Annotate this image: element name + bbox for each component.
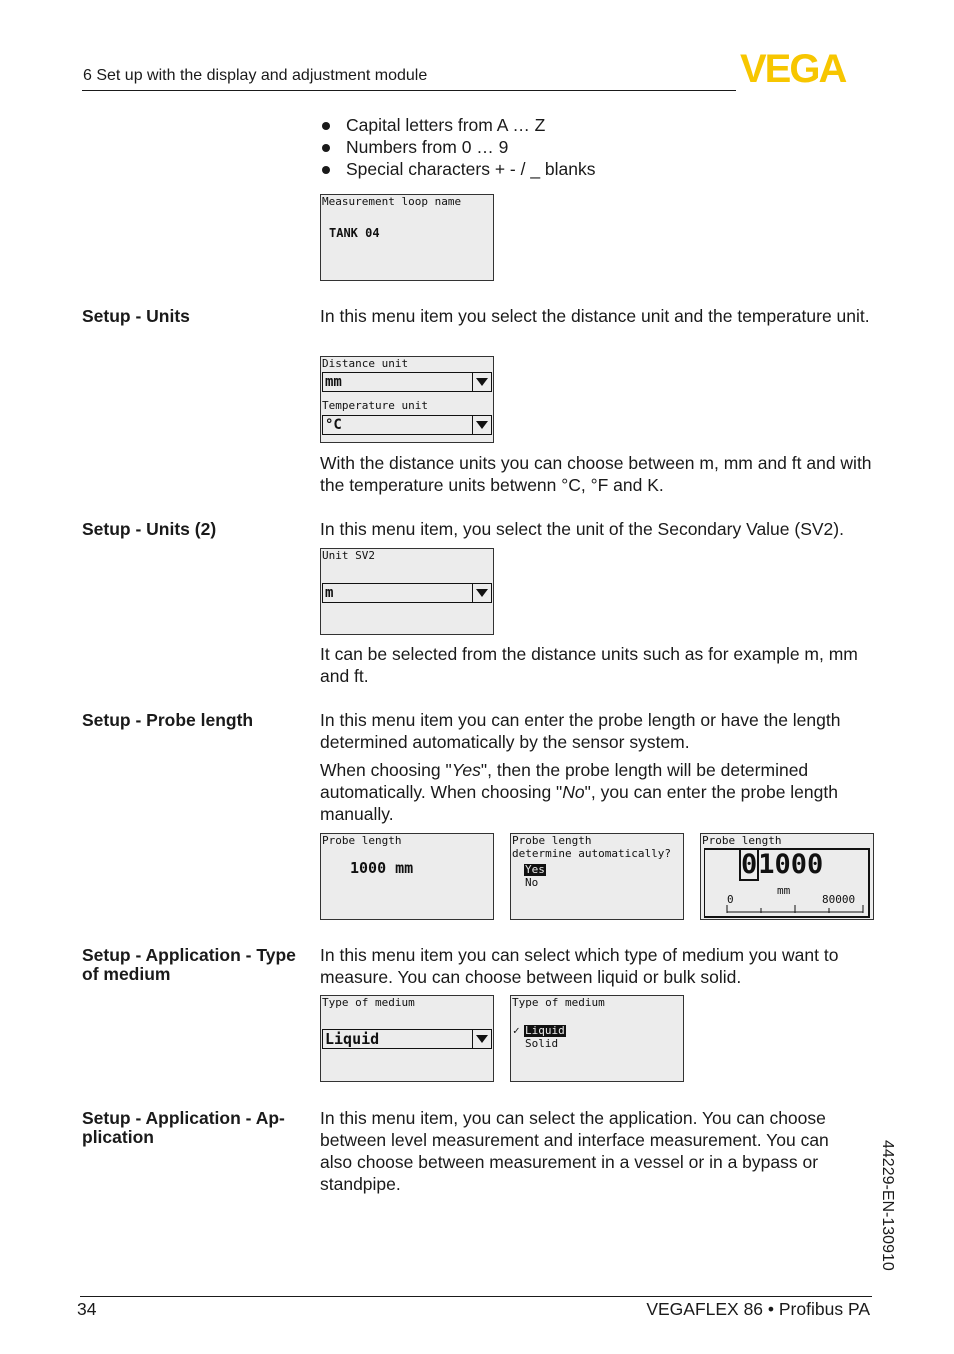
screen-value: 1000 mm: [350, 859, 414, 877]
vega-logo: [740, 50, 874, 86]
product-name: VEGAFLEX 86 • Profibus PA: [646, 1299, 870, 1319]
heading-line: Setup - Application - Ap-: [82, 1108, 285, 1128]
section-heading-application: [82, 1109, 317, 1147]
no-term: No: [562, 782, 585, 802]
dropdown-value: mm: [325, 374, 342, 390]
display-screen-medium-options: [510, 995, 684, 1082]
screen-label: Probe length: [512, 834, 592, 847]
heading-line: of medium: [82, 964, 171, 984]
units-note: With the distance units you can choose between m, mm and ft and with the temperature units betwenn °C, °F and K.: [320, 453, 872, 495]
temperature-unit-dropdown[interactable]: [322, 415, 492, 435]
text-run: ", you can enter the probe length manually.: [320, 782, 838, 824]
probe-paragraph-2: [320, 759, 876, 825]
option-liquid-selected[interactable]: Liquid: [525, 1024, 565, 1037]
number-digits: 1000: [758, 849, 824, 880]
section-heading-type-of-medium: [82, 946, 317, 984]
allowed-characters-list: [320, 114, 876, 180]
distance-unit-dropdown[interactable]: [322, 372, 492, 392]
display-screen-loop-name: [320, 194, 494, 281]
unit-sv2-dropdown[interactable]: [322, 583, 492, 603]
heading-line: plication: [82, 1127, 154, 1147]
screen-label: Unit SV2: [322, 549, 375, 562]
editable-number[interactable]: [740, 850, 823, 880]
type-of-medium-dropdown[interactable]: [322, 1029, 492, 1049]
screen-label: Type of medium: [322, 996, 415, 1009]
document-code: 44229-EN-130910: [879, 1140, 896, 1271]
text-run: ", then the probe length will be determined automatically. When choosing ": [320, 760, 809, 802]
running-header: 6 Set up with the display and adjustment module: [83, 67, 428, 84]
text-run: When choosing ": [320, 760, 452, 780]
medium-intro: In this menu item you can select which type of medium you want to measure. You can choose between liquid or bulk solid.: [320, 945, 839, 987]
dropdown-arrow-icon: [472, 373, 491, 391]
display-screen-probe-length: [320, 833, 494, 920]
scale-min: 0: [727, 893, 734, 906]
display-screen-probe-edit: [700, 833, 874, 920]
section-heading-units-2: Setup - Units (2): [82, 519, 217, 539]
screen-label: Probe length: [322, 834, 402, 847]
list-item: Numbers from 0 … 9: [320, 136, 876, 158]
cursor-digit: 0: [741, 849, 758, 880]
dropdown-value: m: [325, 585, 334, 601]
units2-intro: In this menu item, you select the unit of the Secondary Value (SV2).: [320, 519, 844, 539]
dropdown-value: Liquid: [325, 1030, 380, 1048]
footer-divider: [80, 1296, 872, 1297]
option-yes-selected[interactable]: Yes: [525, 863, 545, 876]
unit-label: mm: [777, 884, 791, 897]
yes-term: Yes: [451, 760, 481, 780]
screen-label: Measurement loop name: [322, 195, 462, 208]
section-heading-units: Setup - Units: [82, 306, 190, 326]
check-icon: ✓: [513, 1024, 520, 1037]
option-no[interactable]: No: [525, 876, 539, 889]
scale-bar: [725, 905, 865, 914]
dropdown-arrow-icon: [472, 584, 491, 602]
screen-label: Probe length: [702, 834, 782, 847]
screen-label: determine automatically?: [512, 847, 671, 860]
scale-max: 80000: [822, 893, 856, 906]
screen-label: Type of medium: [512, 996, 605, 1009]
screen-label: Temperature unit: [322, 399, 428, 412]
dropdown-arrow-icon: [472, 1030, 491, 1048]
edit-frame: [704, 848, 870, 918]
list-item: Capital letters from A … Z: [320, 114, 876, 136]
screen-value: TANK 04: [329, 226, 380, 240]
units2-note: It can be selected from the distance units such as for example m, mm and ft.: [320, 644, 858, 686]
screen-label: Distance unit: [322, 357, 409, 370]
logo-text: VEGA: [740, 50, 846, 86]
units-intro: In this menu item you select the distance unit and the temperature unit.: [320, 306, 870, 326]
list-item: Special characters + - / _ blanks: [320, 158, 876, 180]
display-screen-medium: [320, 995, 494, 1082]
page-number: 34: [77, 1299, 97, 1319]
option-solid[interactable]: Solid: [525, 1037, 559, 1050]
dropdown-value: °C: [325, 417, 342, 433]
display-screen-probe-auto: [510, 833, 684, 920]
header-divider: [82, 90, 736, 91]
display-screen-units: [320, 356, 494, 443]
display-screen-unit-sv2: [320, 548, 494, 635]
probe-paragraph-1: In this menu item you can enter the probe length or have the length determined automatically by the sensor system.: [320, 710, 841, 752]
application-intro: In this menu item, you can select the application. You can choose between level measurement and interface measurement. You can also choose between measurement in a vessel or in a bypass or standpipe.: [320, 1108, 829, 1194]
section-heading-probe-length: Setup - Probe length: [82, 710, 254, 730]
dropdown-arrow-icon: [472, 416, 491, 434]
heading-line: Setup - Application - Type: [82, 945, 296, 965]
